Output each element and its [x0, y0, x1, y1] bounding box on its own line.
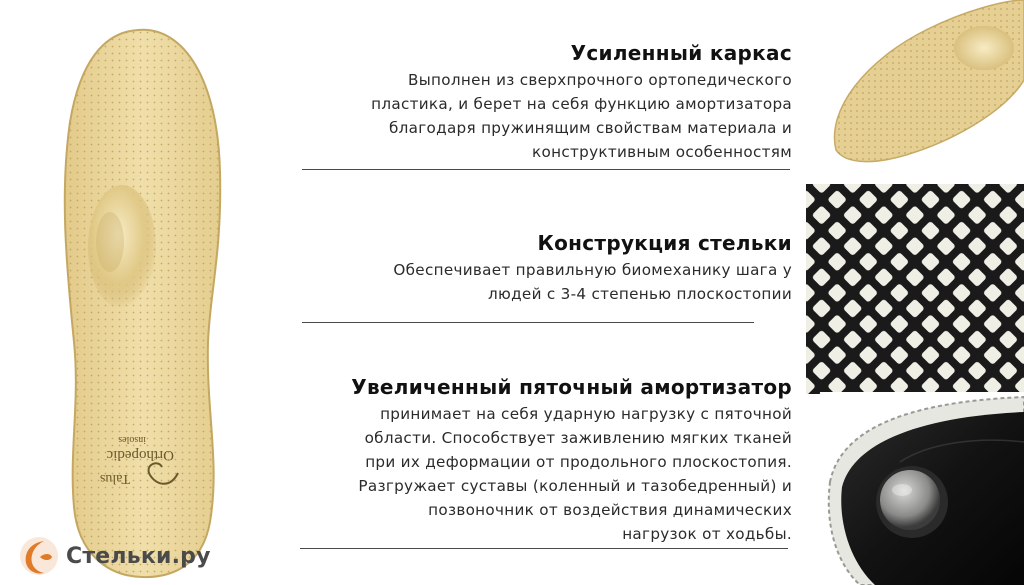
section-text [393, 258, 792, 306]
section-title: Усиленный каркас [570, 41, 792, 65]
heel-absorber-photo [820, 392, 1024, 585]
insole-line2-text: insoles [118, 434, 146, 445]
section-line: области. Способствует заживлению мягких тканей [364, 429, 792, 447]
section-title: Увеличенный пяточный амортизатор [351, 375, 792, 399]
section-line: Разгружает суставы (коленный и тазобедренный) и [358, 477, 792, 495]
insole-line1-text: Orthopedic [106, 447, 174, 463]
section-line: конструктивным особенностям [532, 143, 792, 161]
section-line: при их деформации от продольного плоскостопия. [365, 453, 792, 471]
section-line: благодаря пружинящим свойствам материала и [389, 119, 792, 137]
mesh-pattern [806, 184, 1024, 394]
section-line: позвоночник от воздействия динамических [428, 501, 792, 519]
insole-image [60, 22, 230, 582]
section-text [351, 402, 792, 546]
section-line: Обеспечивает правильную биомеханику шага у [393, 261, 792, 279]
section-text [371, 68, 792, 164]
section-reinforced-frame [371, 40, 792, 164]
section-insole-construction [393, 230, 792, 306]
section-title: Конструкция стельки [537, 231, 792, 255]
brand-name: Стельки.ру [66, 543, 211, 569]
section-line: пластика, и берет на себя функцию амортизатора [371, 95, 792, 113]
section-line: принимает на себя ударную нагрузку с пяточной [380, 405, 792, 423]
section-divider [302, 169, 790, 170]
section-line: людей с 3-4 степенью плоскостопии [488, 285, 792, 303]
section-heel-shock-absorber [351, 374, 792, 546]
brand-logo [18, 535, 211, 577]
section-divider [302, 322, 754, 323]
section-line: нагрузок от ходьбы. [622, 525, 792, 543]
brand-logo-icon [18, 535, 60, 577]
section-line: Выполнен из сверхпрочного ортопедического [408, 71, 792, 89]
section-divider [300, 548, 788, 549]
mesh-closeup-photo [806, 184, 1024, 394]
insole-closeup-photo [806, 0, 1024, 170]
insole-brand-text: Talus [99, 471, 130, 486]
